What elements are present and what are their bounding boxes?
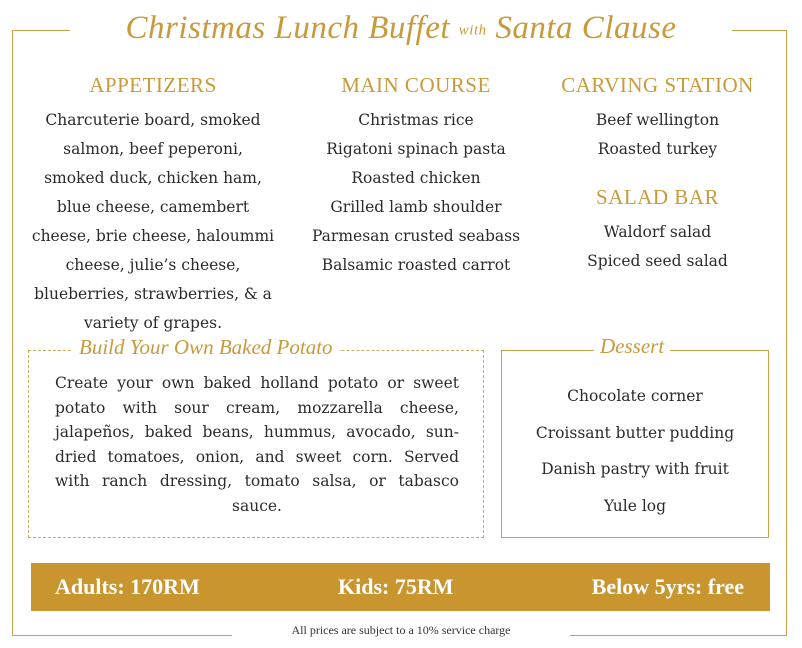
menu-title: [70, 2, 732, 56]
title-with: with: [458, 22, 487, 39]
dessert-item: Danish pastry with fruit: [541, 460, 729, 478]
appetizers-line: Charcuterie board, smoked: [45, 111, 261, 129]
dessert-item: Croissant butter pudding: [535, 423, 735, 442]
price-bar: [31, 563, 770, 611]
baked-potato-box: [28, 335, 484, 538]
appetizers-line: smoked duck, chicken ham,: [44, 169, 262, 187]
main-course-item: Christmas rice: [358, 111, 474, 129]
appetizers-line: blueberries, strawberries, & a: [34, 285, 272, 303]
dessert-item: Yule log: [603, 496, 667, 515]
main-course-item: Grilled lamb shoulder: [330, 198, 502, 216]
appetizers-line: cheese, brie cheese, haloummi: [31, 227, 275, 245]
carving-station-heading: CARVING STATION: [561, 73, 754, 97]
dessert-item: Chocolate corner: [567, 387, 703, 405]
carving-station-item: Beef wellington: [595, 111, 720, 129]
dessert-box: [501, 334, 769, 538]
salad-bar-item: Spiced seed salad: [587, 252, 728, 270]
salad-bar-item: Waldorf salad: [603, 223, 712, 241]
main-course-item: Parmesan crusted seabass: [311, 227, 521, 245]
carving-salad-section: [540, 70, 775, 276]
service-charge-note: All prices are subject to a 10% service charge: [232, 619, 570, 641]
baked-potato-heading: Build Your Own Baked Potato: [73, 335, 339, 360]
main-course-item: Balsamic roasted carrot: [321, 256, 511, 274]
appetizers-line: cheese, julie’s cheese,: [65, 256, 241, 274]
appetizers-line: salmon, beef peperoni,: [63, 140, 243, 158]
main-course-item: Rigatoni spinach pasta: [326, 140, 506, 158]
title-part-2: Santa Clause: [495, 10, 677, 46]
dessert-list: [502, 378, 768, 524]
baked-potato-description: Create your own baked holland potato or sweet potato with sour cream, mozzarella cheese, jalapeños, baked beans, hummus, avocado, sun-dried tomatoes, onion, and sweet corn. Served with ranch dressing, tomato salsa, or tabasco sauce.: [55, 374, 459, 515]
below-5-price: Below 5yrs: free: [591, 574, 744, 599]
salad-bar-heading: SALAD BAR: [596, 185, 719, 209]
title-part-1: Christmas Lunch Buffet: [125, 10, 451, 46]
appetizers-heading: APPETIZERS: [89, 73, 217, 97]
main-course-heading: MAIN COURSE: [341, 73, 491, 97]
kids-price: Kids: 75RM: [338, 574, 454, 599]
appetizers-line: variety of grapes.: [84, 314, 222, 332]
adults-price: Adults: 170RM: [55, 574, 200, 599]
appetizers-section: [28, 70, 278, 338]
main-course-item: Roasted chicken: [351, 169, 481, 187]
dessert-heading: Dessert: [594, 334, 670, 359]
carving-station-item: Roasted turkey: [597, 140, 718, 158]
appetizers-line: blue cheese, camembert: [56, 198, 250, 216]
main-course-section: [300, 70, 532, 280]
